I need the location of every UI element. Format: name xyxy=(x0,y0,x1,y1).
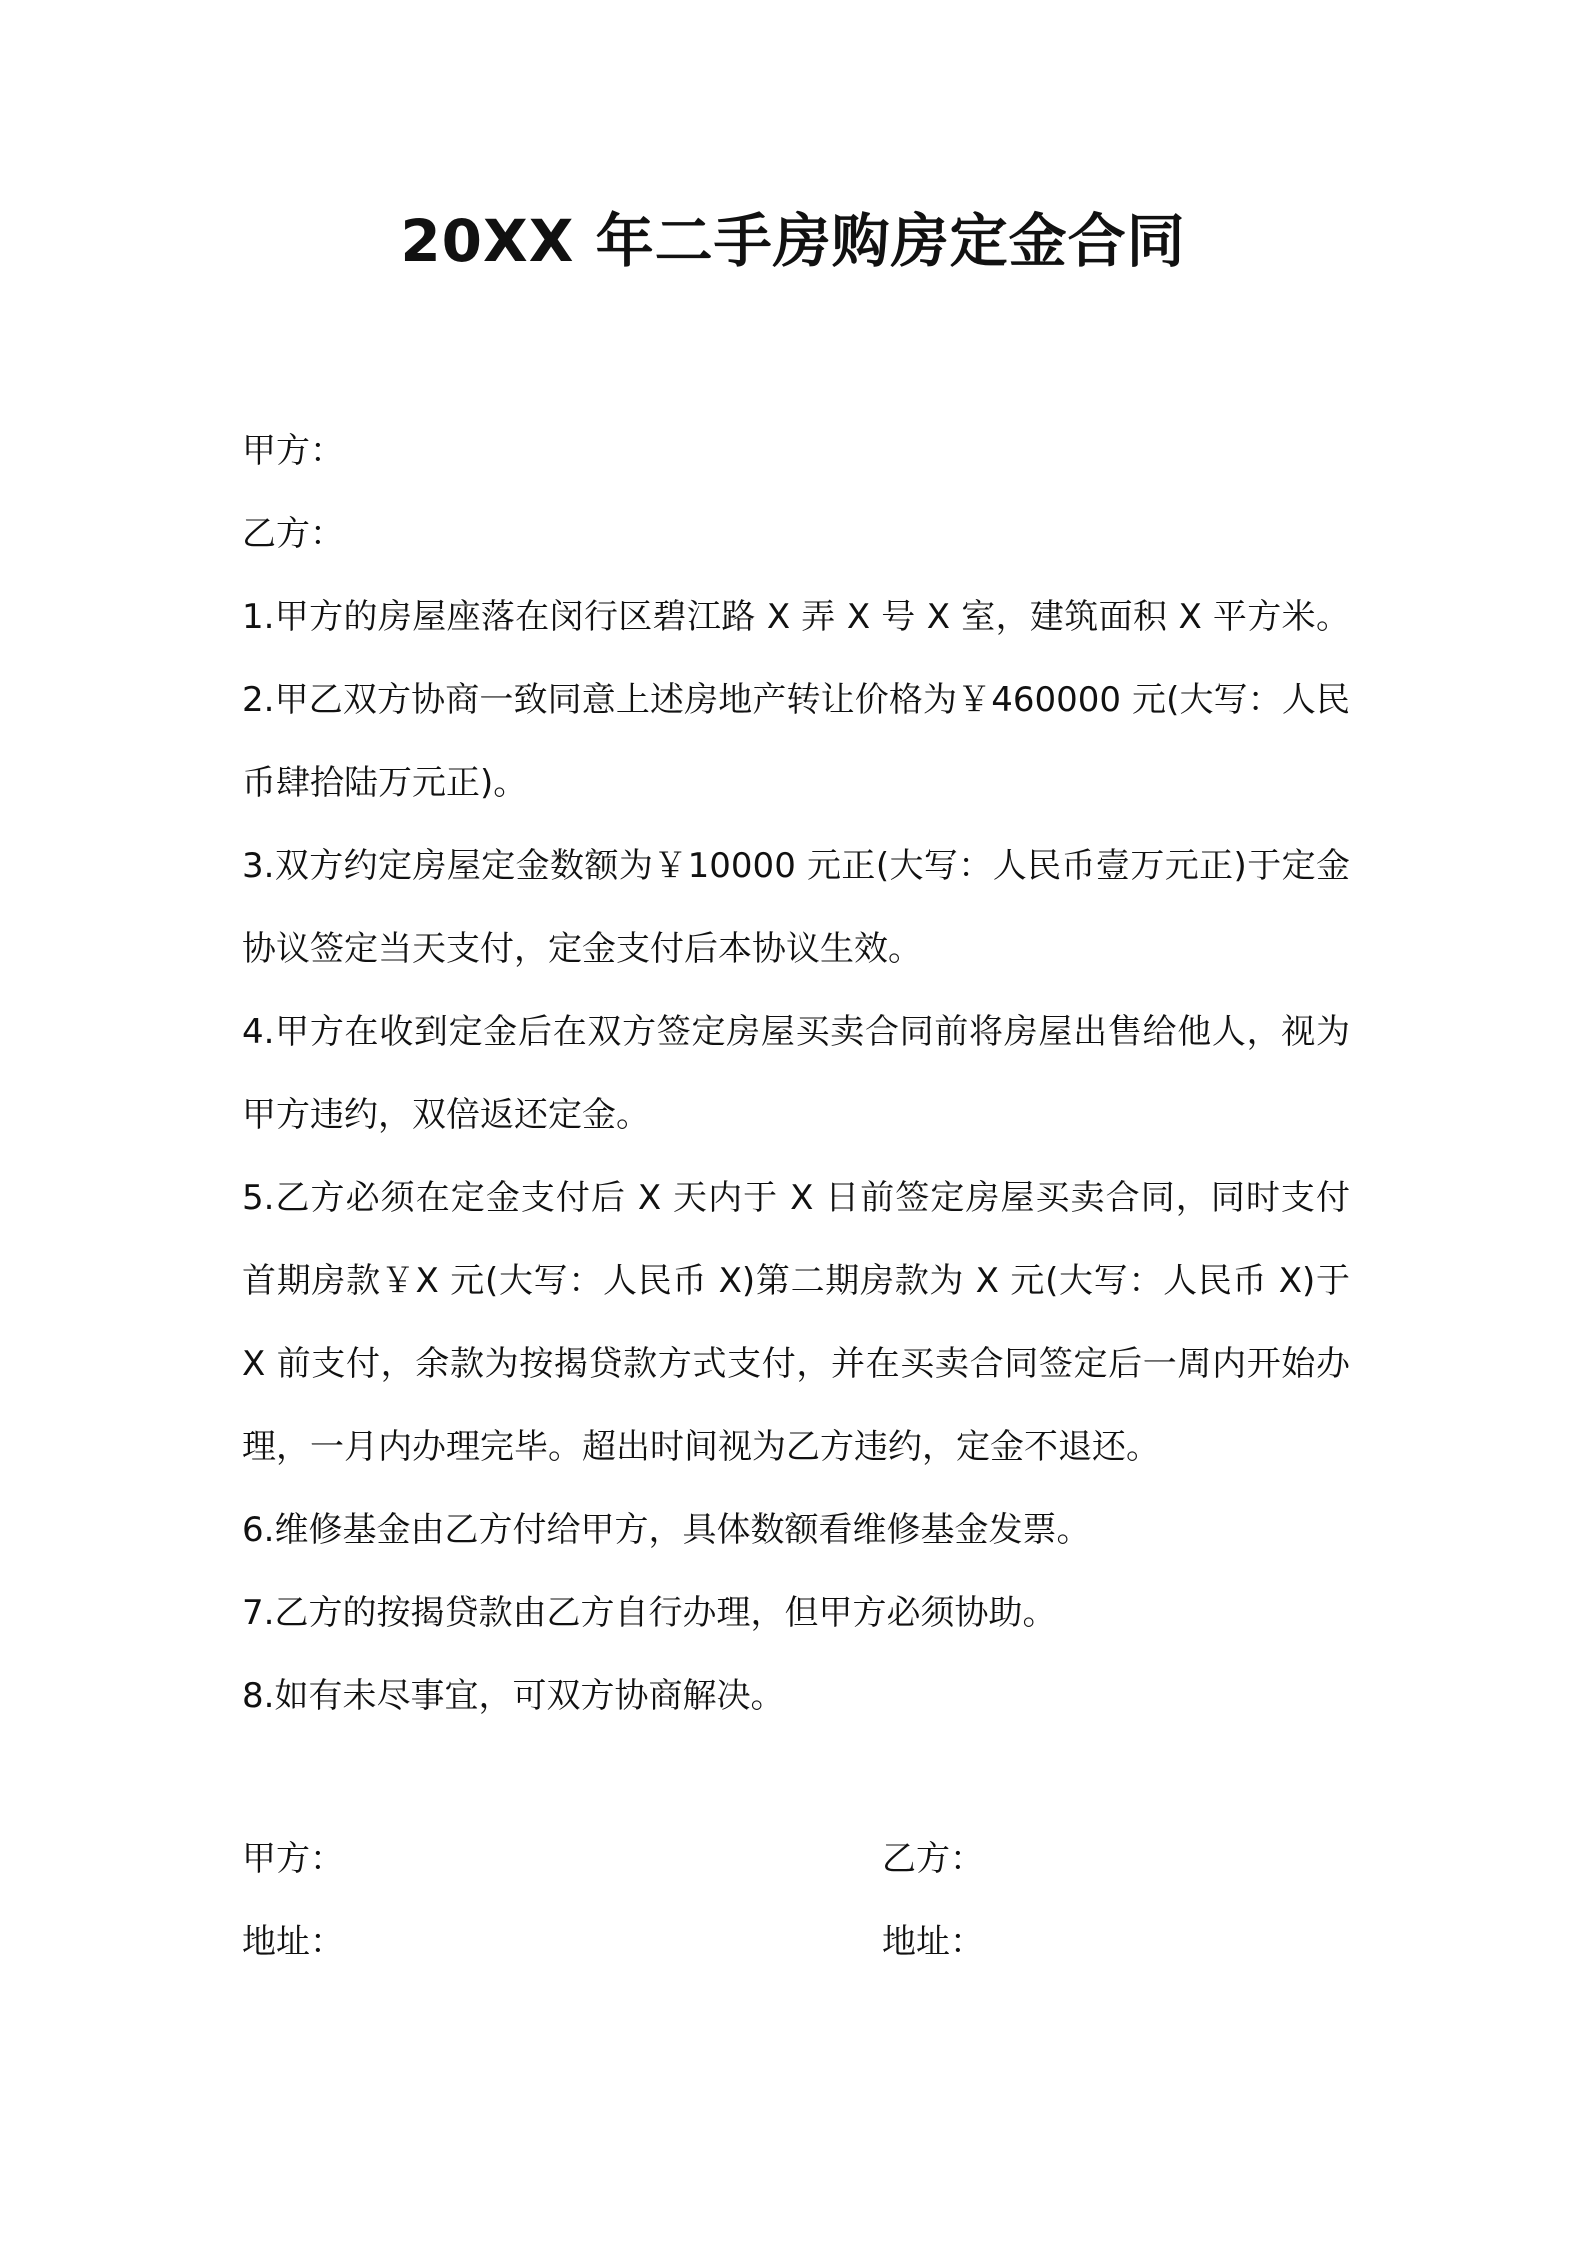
signature-row-address xyxy=(242,1901,1350,1984)
clause-1-2: 1.甲方的房屋座落在闵行区碧江路 X 弄 X 号 X 室，建筑面积 X 平方米。2.甲乙双方协商一致同意上述房地产转让价格为￥460000 元(大写：人民币肆拾陆万元正)。 xyxy=(242,597,1350,803)
signature-address-b: 地址： xyxy=(882,1922,984,1962)
clause-6: 6.维修基金由乙方付给甲方，具体数额看维修基金发票。 xyxy=(242,1510,1091,1550)
signature-row-party xyxy=(242,1818,1350,1901)
clause-3: 3.双方约定房屋定金数额为￥10000 元正(大写：人民币壹万元正)于定金协议签定当天支付，定金支付后本协议生效。 xyxy=(242,846,1350,969)
signature-party-b: 乙方： xyxy=(882,1839,984,1879)
party-a-line: 甲方： xyxy=(242,431,344,471)
contract-body xyxy=(242,410,1350,1738)
party-b-line: 乙方： xyxy=(242,514,344,554)
clause-7: 7.乙方的按揭贷款由乙方自行办理，但甲方必须协助。 xyxy=(242,1593,1057,1633)
clause-4: 4.甲方在收到定金后在双方签定房屋买卖合同前将房屋出售给他人，视为甲方违约，双倍返还定金。 xyxy=(242,1012,1350,1135)
signature-party-a: 甲方： xyxy=(242,1839,344,1879)
clause-5: 5.乙方必须在定金支付后 X 天内于 X 日前签定房屋买卖合同，同时支付首期房款￥X 元(大写：人民币 X)第二期房款为 X 元(大写：人民币 X)于 X 前支付，余款为按揭贷款方式支付，并在买卖合同签定后一周内开始办理，一月内办理完毕。超出时间视为乙方违约，定金不退还。 xyxy=(242,1178,1350,1467)
document-title: 20XX 年二手房购房定金合同 xyxy=(400,207,1186,275)
signature-address-a: 地址： xyxy=(242,1922,344,1962)
clause-8: 8.如有未尽事宜，可双方协商解决。 xyxy=(242,1676,785,1716)
